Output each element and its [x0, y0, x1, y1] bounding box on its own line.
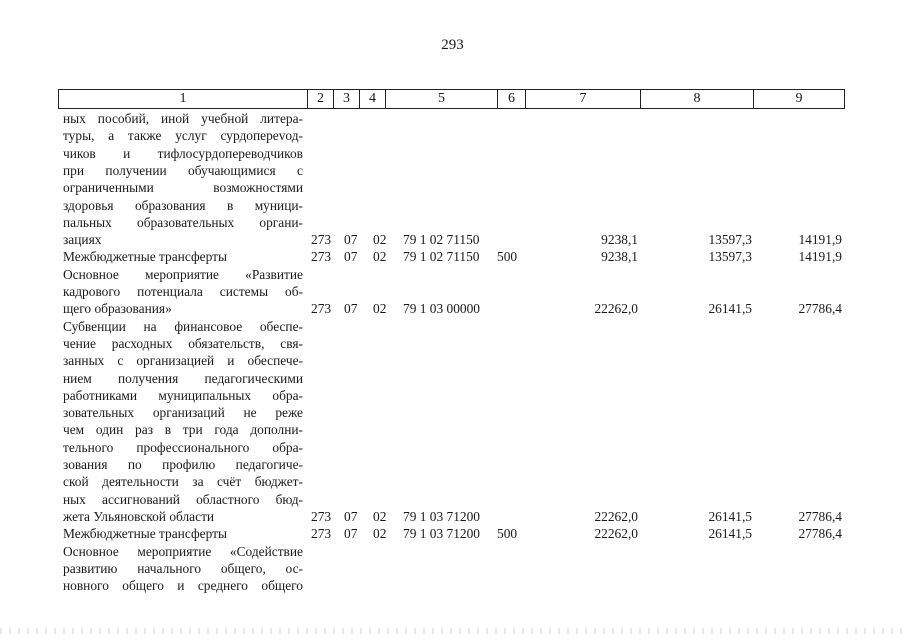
table-row: [0, 456, 905, 473]
row-value-c8: 26141,5: [708, 526, 752, 542]
row-description: ограниченными возможностями: [63, 180, 303, 196]
table-row: [0, 387, 905, 404]
table-row: [0, 145, 905, 162]
table-row: [0, 352, 905, 369]
row-value-c4: 02: [373, 232, 387, 248]
table-header: [58, 89, 845, 109]
row-value-c7: 9238,1: [601, 232, 638, 248]
header-col-9: 9: [753, 90, 844, 108]
table-row: [0, 248, 905, 265]
table-row: [0, 543, 905, 560]
header-col-6: 6: [497, 90, 525, 108]
header-col-7: 7: [525, 90, 640, 108]
row-value-c4: 02: [373, 526, 387, 542]
row-value-c4: 02: [373, 508, 387, 524]
table-row: [0, 491, 905, 508]
row-value-c7: 22262,0: [594, 301, 638, 317]
table-row: [0, 110, 905, 127]
table-row: [0, 508, 905, 525]
row-description: зовательных организаций не реже: [63, 405, 303, 421]
row-value-c5: 79 1 03 00000: [403, 301, 480, 317]
row-value-c2: 273: [311, 232, 332, 248]
table-row: [0, 214, 905, 231]
row-value-c7: 22262,0: [594, 526, 638, 542]
header-col-1: 1: [179, 91, 187, 106]
row-description: щего образования»: [63, 301, 172, 317]
row-description: чиков и тифлосурдопереводчиков: [63, 145, 303, 161]
row-value-c4: 02: [373, 249, 387, 265]
table-row: [0, 231, 905, 248]
page-number: 293: [441, 37, 464, 53]
row-value-c3: 07: [344, 232, 358, 248]
row-description: чем один раз в три года дополни-: [63, 422, 303, 438]
row-value-c2: 273: [311, 526, 332, 542]
row-description: Субвенции на финансовое обеспе-: [63, 318, 303, 334]
table-row: [0, 266, 905, 283]
row-description: ных ассигнований областного бюд-: [63, 491, 303, 507]
row-value-c7: 9238,1: [601, 249, 638, 265]
row-value-c5: 79 1 02 71150: [403, 249, 480, 265]
table-row: [0, 370, 905, 387]
row-value-c9: 27786,4: [798, 526, 842, 542]
table-row: [0, 439, 905, 456]
row-description: туры, а также услуг сурдопереvод-: [63, 128, 303, 144]
row-value-c9: 14191,9: [798, 249, 842, 265]
table-row: [0, 197, 905, 214]
table-row: [0, 473, 905, 490]
row-description: при получении обучающимися с: [63, 162, 303, 178]
table-row: [0, 577, 905, 594]
table-row: [0, 300, 905, 317]
row-value-c8: 26141,5: [708, 301, 752, 317]
header-col-2: 2: [307, 90, 333, 108]
scan-artifact: [0, 628, 905, 634]
table-row: [0, 335, 905, 352]
row-description: чение расходных обязательств, свя-: [63, 335, 303, 351]
row-value-c3: 07: [344, 301, 358, 317]
row-value-c9: 27786,4: [798, 301, 842, 317]
row-value-c5: 79 1 03 71200: [403, 526, 480, 542]
row-description: ской деятельности за счёт бюджет-: [63, 474, 303, 490]
table-row: [0, 421, 905, 438]
header-col-3: 3: [333, 90, 359, 108]
row-description: кадрового потенциала системы об-: [63, 284, 303, 299]
row-description: развитию начального общего, ос-: [63, 560, 303, 576]
table-row: [0, 404, 905, 421]
row-description: Основное мероприятие «Содействие: [63, 543, 303, 559]
row-description: Межбюджетные трансферты: [63, 249, 227, 265]
row-value-c9: 27786,4: [798, 508, 842, 524]
row-value-c8: 13597,3: [708, 249, 752, 265]
row-value-c3: 07: [344, 249, 358, 265]
row-value-c2: 273: [311, 301, 332, 317]
table-row: [0, 127, 905, 144]
row-description: Основное мероприятие «Развитие: [63, 266, 303, 282]
row-description: пальных образовательных органи-: [63, 214, 303, 230]
row-description: работниками муниципальных обра-: [63, 387, 303, 403]
row-description: нием получения педагогическими: [63, 370, 303, 386]
header-col-4: 4: [359, 90, 385, 108]
row-value-c6: 500: [497, 526, 518, 542]
row-description: зациях: [63, 232, 102, 248]
header-col-5: 5: [385, 90, 497, 108]
table-row: [0, 560, 905, 577]
row-description: новного общего и среднего общего: [63, 578, 303, 594]
row-description: тельного профессионального обра-: [63, 439, 303, 455]
row-description: занных с организацией и обеспече-: [63, 353, 303, 369]
row-value-c3: 07: [344, 526, 358, 542]
table-row: [0, 179, 905, 196]
row-description: Межбюджетные трансферты: [63, 526, 227, 542]
row-value-c5: 79 1 03 71200: [403, 508, 480, 524]
row-description: ных пособий, иной учебной литера-: [63, 111, 303, 126]
row-value-c5: 79 1 02 71150: [403, 232, 480, 248]
row-value-c8: 13597,3: [708, 232, 752, 248]
row-value-c7: 22262,0: [594, 508, 638, 524]
table-row: [0, 525, 905, 542]
row-value-c2: 273: [311, 508, 332, 524]
row-value-c3: 07: [344, 508, 358, 524]
table-row: [0, 162, 905, 179]
row-value-c4: 02: [373, 301, 387, 317]
header-col-8: 8: [640, 90, 753, 108]
row-value-c2: 273: [311, 249, 332, 265]
row-description: зования по профилю педагогиче-: [63, 457, 303, 472]
table-row: [0, 318, 905, 335]
row-description: здоровья образования в муници-: [63, 197, 303, 213]
row-value-c6: 500: [497, 249, 518, 265]
row-description: жета Ульяновской области: [63, 508, 215, 524]
row-value-c8: 26141,5: [708, 508, 752, 524]
table-row: [0, 283, 905, 300]
row-value-c9: 14191,9: [798, 232, 842, 248]
